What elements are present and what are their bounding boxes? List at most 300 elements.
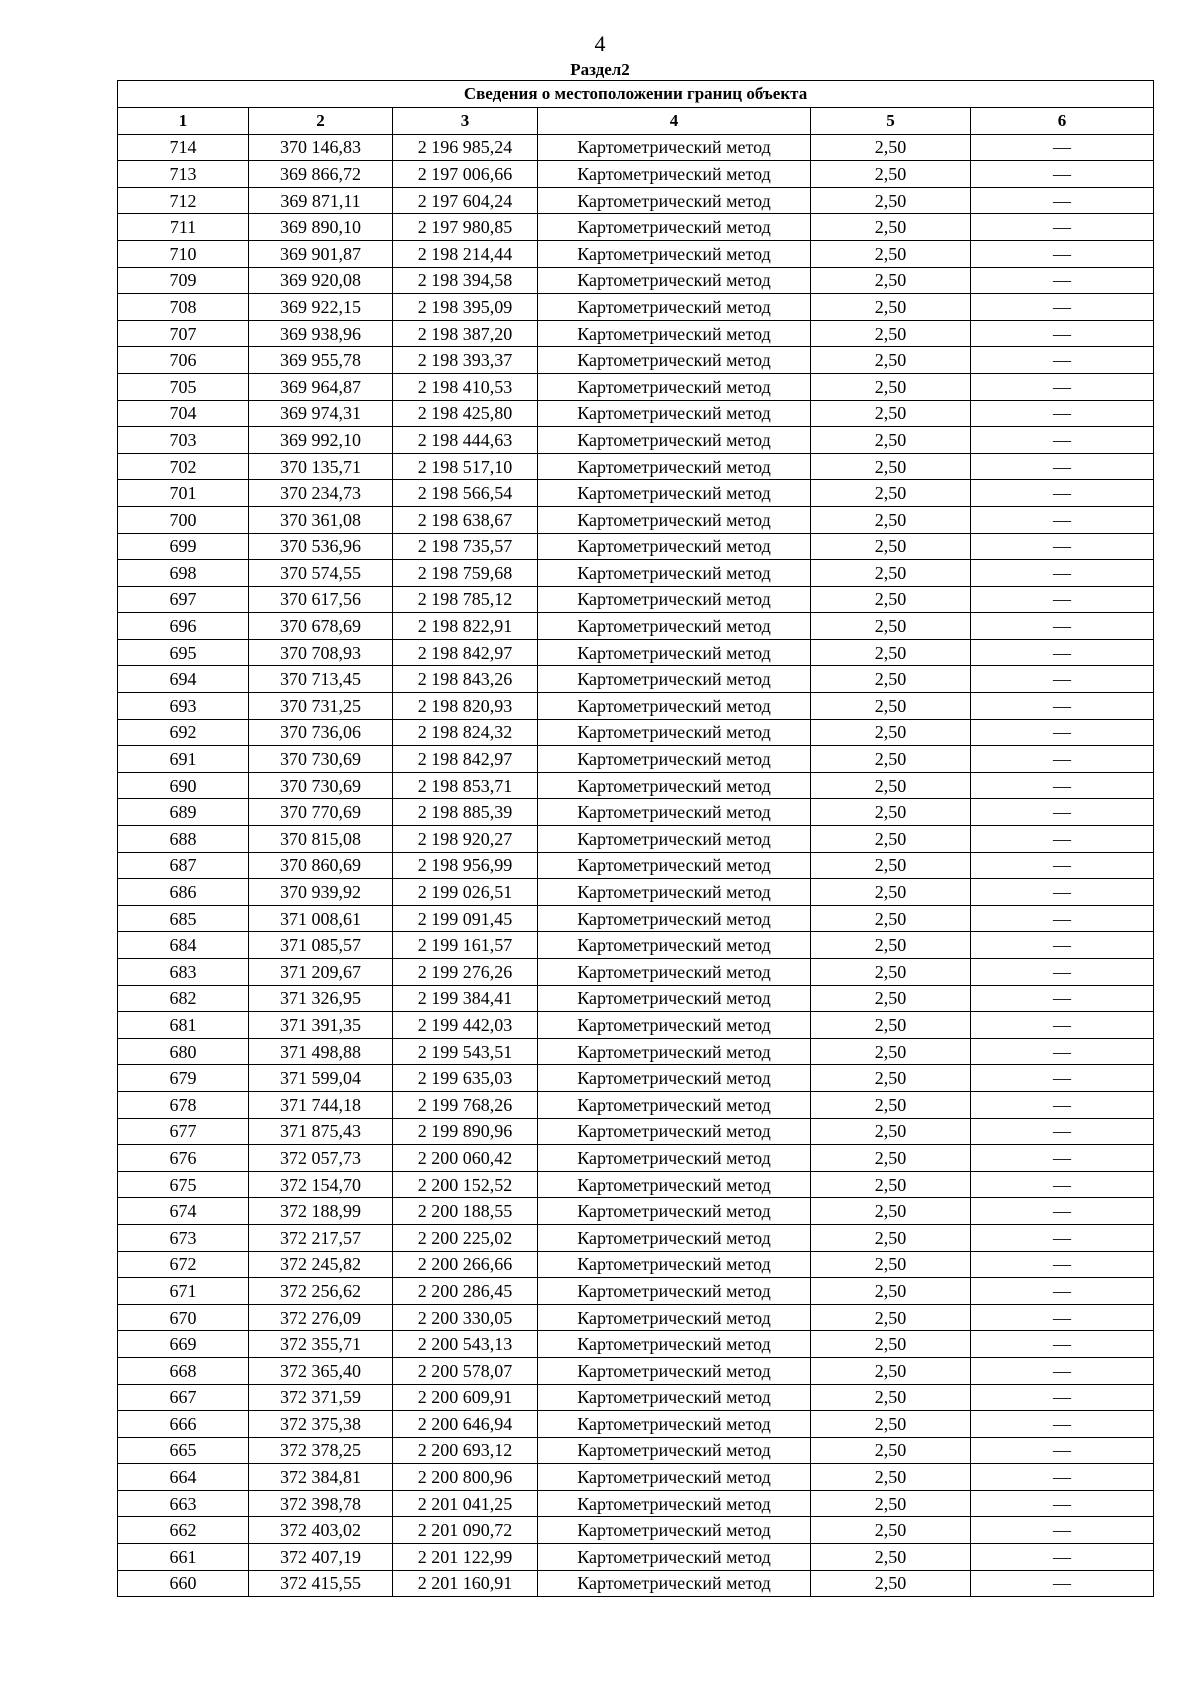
method-cell: Картометрический метод bbox=[538, 373, 811, 400]
point-number-cell: 673 bbox=[118, 1224, 249, 1251]
table-row bbox=[118, 746, 1154, 773]
accuracy-cell: 2,50 bbox=[811, 613, 971, 640]
description-cell: — bbox=[971, 826, 1154, 853]
column-header: 1 bbox=[118, 108, 249, 135]
description-cell: — bbox=[971, 1544, 1154, 1571]
point-number-cell: 661 bbox=[118, 1544, 249, 1571]
table-row bbox=[118, 1517, 1154, 1544]
description-cell: — bbox=[971, 613, 1154, 640]
description-cell: — bbox=[971, 772, 1154, 799]
table-row bbox=[118, 560, 1154, 587]
table-row bbox=[118, 506, 1154, 533]
accuracy-cell: 2,50 bbox=[811, 985, 971, 1012]
point-number-cell: 680 bbox=[118, 1038, 249, 1065]
point-number-cell: 678 bbox=[118, 1091, 249, 1118]
description-cell: — bbox=[971, 719, 1154, 746]
accuracy-cell: 2,50 bbox=[811, 453, 971, 480]
x-coordinate-cell: 370 730,69 bbox=[249, 772, 393, 799]
table-body bbox=[118, 134, 1154, 1597]
description-cell: — bbox=[971, 1224, 1154, 1251]
y-coordinate-cell: 2 197 980,85 bbox=[393, 214, 538, 241]
accuracy-cell: 2,50 bbox=[811, 1544, 971, 1571]
description-cell: — bbox=[971, 267, 1154, 294]
accuracy-cell: 2,50 bbox=[811, 772, 971, 799]
y-coordinate-cell: 2 201 090,72 bbox=[393, 1517, 538, 1544]
table-row bbox=[118, 932, 1154, 959]
x-coordinate-cell: 372 371,59 bbox=[249, 1384, 393, 1411]
description-cell: — bbox=[971, 453, 1154, 480]
table-row bbox=[118, 586, 1154, 613]
y-coordinate-cell: 2 201 122,99 bbox=[393, 1544, 538, 1571]
table-row bbox=[118, 1145, 1154, 1172]
y-coordinate-cell: 2 200 693,12 bbox=[393, 1437, 538, 1464]
point-number-cell: 707 bbox=[118, 320, 249, 347]
description-cell: — bbox=[971, 294, 1154, 321]
point-number-cell: 709 bbox=[118, 267, 249, 294]
y-coordinate-cell: 2 199 635,03 bbox=[393, 1065, 538, 1092]
table-row bbox=[118, 1251, 1154, 1278]
x-coordinate-cell: 372 384,81 bbox=[249, 1464, 393, 1491]
method-cell: Картометрический метод bbox=[538, 1251, 811, 1278]
table-row bbox=[118, 1171, 1154, 1198]
description-cell: — bbox=[971, 1198, 1154, 1225]
point-number-cell: 686 bbox=[118, 879, 249, 906]
accuracy-cell: 2,50 bbox=[811, 214, 971, 241]
description-cell: — bbox=[971, 1490, 1154, 1517]
method-cell: Картометрический метод bbox=[538, 480, 811, 507]
method-cell: Картометрический метод bbox=[538, 400, 811, 427]
table-row bbox=[118, 1224, 1154, 1251]
method-cell: Картометрический метод bbox=[538, 1304, 811, 1331]
accuracy-cell: 2,50 bbox=[811, 1570, 971, 1597]
x-coordinate-cell: 372 256,62 bbox=[249, 1278, 393, 1305]
accuracy-cell: 2,50 bbox=[811, 1304, 971, 1331]
x-coordinate-cell: 370 135,71 bbox=[249, 453, 393, 480]
x-coordinate-cell: 371 209,67 bbox=[249, 959, 393, 986]
y-coordinate-cell: 2 198 824,32 bbox=[393, 719, 538, 746]
column-header: 4 bbox=[538, 108, 811, 135]
column-header: 6 bbox=[971, 108, 1154, 135]
accuracy-cell: 2,50 bbox=[811, 1198, 971, 1225]
y-coordinate-cell: 2 198 920,27 bbox=[393, 826, 538, 853]
y-coordinate-cell: 2 198 214,44 bbox=[393, 240, 538, 267]
method-cell: Картометрический метод bbox=[538, 1118, 811, 1145]
y-coordinate-cell: 2 200 330,05 bbox=[393, 1304, 538, 1331]
method-cell: Картометрический метод bbox=[538, 1171, 811, 1198]
point-number-cell: 671 bbox=[118, 1278, 249, 1305]
table-row bbox=[118, 1065, 1154, 1092]
x-coordinate-cell: 372 378,25 bbox=[249, 1437, 393, 1464]
y-coordinate-cell: 2 199 442,03 bbox=[393, 1012, 538, 1039]
x-coordinate-cell: 372 154,70 bbox=[249, 1171, 393, 1198]
x-coordinate-cell: 370 617,56 bbox=[249, 586, 393, 613]
y-coordinate-cell: 2 198 425,80 bbox=[393, 400, 538, 427]
method-cell: Картометрический метод bbox=[538, 1357, 811, 1384]
y-coordinate-cell: 2 200 225,02 bbox=[393, 1224, 538, 1251]
point-number-cell: 687 bbox=[118, 852, 249, 879]
table-row bbox=[118, 1331, 1154, 1358]
description-cell: — bbox=[971, 320, 1154, 347]
table-row bbox=[118, 639, 1154, 666]
method-cell: Картометрический метод bbox=[538, 240, 811, 267]
description-cell: — bbox=[971, 746, 1154, 773]
table-row bbox=[118, 1570, 1154, 1597]
method-cell: Картометрический метод bbox=[538, 1384, 811, 1411]
table-caption-row bbox=[118, 81, 1154, 108]
x-coordinate-cell: 370 815,08 bbox=[249, 826, 393, 853]
accuracy-cell: 2,50 bbox=[811, 400, 971, 427]
description-cell: — bbox=[971, 1118, 1154, 1145]
point-number-cell: 684 bbox=[118, 932, 249, 959]
x-coordinate-cell: 369 871,11 bbox=[249, 187, 393, 214]
x-coordinate-cell: 370 536,96 bbox=[249, 533, 393, 560]
y-coordinate-cell: 2 199 276,26 bbox=[393, 959, 538, 986]
description-cell: — bbox=[971, 240, 1154, 267]
x-coordinate-cell: 369 992,10 bbox=[249, 427, 393, 454]
x-coordinate-cell: 370 770,69 bbox=[249, 799, 393, 826]
description-cell: — bbox=[971, 879, 1154, 906]
accuracy-cell: 2,50 bbox=[811, 799, 971, 826]
point-number-cell: 676 bbox=[118, 1145, 249, 1172]
method-cell: Картометрический метод bbox=[538, 613, 811, 640]
accuracy-cell: 2,50 bbox=[811, 1384, 971, 1411]
table-row bbox=[118, 161, 1154, 188]
accuracy-cell: 2,50 bbox=[811, 1331, 971, 1358]
point-number-cell: 682 bbox=[118, 985, 249, 1012]
table-row bbox=[118, 1278, 1154, 1305]
accuracy-cell: 2,50 bbox=[811, 347, 971, 374]
point-number-cell: 690 bbox=[118, 772, 249, 799]
table-row bbox=[118, 1012, 1154, 1039]
y-coordinate-cell: 2 198 759,68 bbox=[393, 560, 538, 587]
x-coordinate-cell: 372 188,99 bbox=[249, 1198, 393, 1225]
description-cell: — bbox=[971, 1091, 1154, 1118]
x-coordinate-cell: 369 974,31 bbox=[249, 400, 393, 427]
x-coordinate-cell: 369 866,72 bbox=[249, 161, 393, 188]
y-coordinate-cell: 2 199 768,26 bbox=[393, 1091, 538, 1118]
x-coordinate-cell: 372 407,19 bbox=[249, 1544, 393, 1571]
point-number-cell: 675 bbox=[118, 1171, 249, 1198]
y-coordinate-cell: 2 198 638,67 bbox=[393, 506, 538, 533]
y-coordinate-cell: 2 200 152,52 bbox=[393, 1171, 538, 1198]
table-caption: Сведения о местоположении границ объекта bbox=[118, 81, 1154, 108]
section-title: Раздел2 bbox=[570, 60, 630, 79]
description-cell: — bbox=[971, 905, 1154, 932]
description-cell: — bbox=[971, 1038, 1154, 1065]
x-coordinate-cell: 372 403,02 bbox=[249, 1517, 393, 1544]
y-coordinate-cell: 2 199 161,57 bbox=[393, 932, 538, 959]
point-number-cell: 714 bbox=[118, 134, 249, 161]
method-cell: Картометрический метод bbox=[538, 1464, 811, 1491]
point-number-cell: 689 bbox=[118, 799, 249, 826]
y-coordinate-cell: 2 200 286,45 bbox=[393, 1278, 538, 1305]
point-number-cell: 701 bbox=[118, 480, 249, 507]
description-cell: — bbox=[971, 427, 1154, 454]
accuracy-cell: 2,50 bbox=[811, 161, 971, 188]
description-cell: — bbox=[971, 373, 1154, 400]
point-number-cell: 674 bbox=[118, 1198, 249, 1225]
x-coordinate-cell: 370 708,93 bbox=[249, 639, 393, 666]
x-coordinate-cell: 369 955,78 bbox=[249, 347, 393, 374]
accuracy-cell: 2,50 bbox=[811, 1091, 971, 1118]
y-coordinate-cell: 2 198 842,97 bbox=[393, 639, 538, 666]
description-cell: — bbox=[971, 134, 1154, 161]
x-coordinate-cell: 372 398,78 bbox=[249, 1490, 393, 1517]
y-coordinate-cell: 2 199 026,51 bbox=[393, 879, 538, 906]
description-cell: — bbox=[971, 1357, 1154, 1384]
point-number-cell: 711 bbox=[118, 214, 249, 241]
point-number-cell: 688 bbox=[118, 826, 249, 853]
y-coordinate-cell: 2 198 517,10 bbox=[393, 453, 538, 480]
accuracy-cell: 2,50 bbox=[811, 666, 971, 693]
method-cell: Картометрический метод bbox=[538, 932, 811, 959]
accuracy-cell: 2,50 bbox=[811, 1411, 971, 1438]
point-number-cell: 668 bbox=[118, 1357, 249, 1384]
method-cell: Картометрический метод bbox=[538, 1490, 811, 1517]
method-cell: Картометрический метод bbox=[538, 1012, 811, 1039]
description-cell: — bbox=[971, 1570, 1154, 1597]
table-row bbox=[118, 826, 1154, 853]
method-cell: Картометрический метод bbox=[538, 746, 811, 773]
description-cell: — bbox=[971, 852, 1154, 879]
description-cell: — bbox=[971, 639, 1154, 666]
table-row bbox=[118, 666, 1154, 693]
description-cell: — bbox=[971, 932, 1154, 959]
table-row bbox=[118, 1544, 1154, 1571]
point-number-cell: 660 bbox=[118, 1570, 249, 1597]
table-row bbox=[118, 1357, 1154, 1384]
description-cell: — bbox=[971, 1012, 1154, 1039]
point-number-cell: 685 bbox=[118, 905, 249, 932]
method-cell: Картометрический метод bbox=[538, 134, 811, 161]
point-number-cell: 693 bbox=[118, 693, 249, 720]
point-number-cell: 669 bbox=[118, 1331, 249, 1358]
x-coordinate-cell: 371 391,35 bbox=[249, 1012, 393, 1039]
point-number-cell: 691 bbox=[118, 746, 249, 773]
table-row bbox=[118, 267, 1154, 294]
method-cell: Картометрический метод bbox=[538, 320, 811, 347]
accuracy-cell: 2,50 bbox=[811, 240, 971, 267]
method-cell: Картометрический метод bbox=[538, 879, 811, 906]
method-cell: Картометрический метод bbox=[538, 1331, 811, 1358]
description-cell: — bbox=[971, 1171, 1154, 1198]
table-header-row bbox=[118, 108, 1154, 135]
accuracy-cell: 2,50 bbox=[811, 693, 971, 720]
table-row bbox=[118, 985, 1154, 1012]
point-number-cell: 679 bbox=[118, 1065, 249, 1092]
point-number-cell: 692 bbox=[118, 719, 249, 746]
point-number-cell: 665 bbox=[118, 1437, 249, 1464]
y-coordinate-cell: 2 200 646,94 bbox=[393, 1411, 538, 1438]
method-cell: Картометрический метод bbox=[538, 1065, 811, 1092]
point-number-cell: 667 bbox=[118, 1384, 249, 1411]
accuracy-cell: 2,50 bbox=[811, 1464, 971, 1491]
description-cell: — bbox=[971, 1065, 1154, 1092]
y-coordinate-cell: 2 200 800,96 bbox=[393, 1464, 538, 1491]
method-cell: Картометрический метод bbox=[538, 1198, 811, 1225]
x-coordinate-cell: 372 217,57 bbox=[249, 1224, 393, 1251]
description-cell: — bbox=[971, 480, 1154, 507]
accuracy-cell: 2,50 bbox=[811, 427, 971, 454]
x-coordinate-cell: 370 361,08 bbox=[249, 506, 393, 533]
x-coordinate-cell: 370 234,73 bbox=[249, 480, 393, 507]
y-coordinate-cell: 2 199 543,51 bbox=[393, 1038, 538, 1065]
x-coordinate-cell: 371 599,04 bbox=[249, 1065, 393, 1092]
accuracy-cell: 2,50 bbox=[811, 879, 971, 906]
y-coordinate-cell: 2 198 956,99 bbox=[393, 852, 538, 879]
x-coordinate-cell: 369 938,96 bbox=[249, 320, 393, 347]
x-coordinate-cell: 369 890,10 bbox=[249, 214, 393, 241]
y-coordinate-cell: 2 201 041,25 bbox=[393, 1490, 538, 1517]
description-cell: — bbox=[971, 586, 1154, 613]
table-row bbox=[118, 1038, 1154, 1065]
method-cell: Картометрический метод bbox=[538, 959, 811, 986]
description-cell: — bbox=[971, 560, 1154, 587]
point-number-cell: 666 bbox=[118, 1411, 249, 1438]
y-coordinate-cell: 2 199 890,96 bbox=[393, 1118, 538, 1145]
description-cell: — bbox=[971, 1517, 1154, 1544]
method-cell: Картометрический метод bbox=[538, 161, 811, 188]
point-number-cell: 681 bbox=[118, 1012, 249, 1039]
accuracy-cell: 2,50 bbox=[811, 294, 971, 321]
table-row bbox=[118, 905, 1154, 932]
x-coordinate-cell: 369 901,87 bbox=[249, 240, 393, 267]
description-cell: — bbox=[971, 693, 1154, 720]
description-cell: — bbox=[971, 1384, 1154, 1411]
y-coordinate-cell: 2 198 843,26 bbox=[393, 666, 538, 693]
x-coordinate-cell: 371 498,88 bbox=[249, 1038, 393, 1065]
y-coordinate-cell: 2 198 735,57 bbox=[393, 533, 538, 560]
accuracy-cell: 2,50 bbox=[811, 1065, 971, 1092]
y-coordinate-cell: 2 200 543,13 bbox=[393, 1331, 538, 1358]
x-coordinate-cell: 370 736,06 bbox=[249, 719, 393, 746]
method-cell: Картометрический метод bbox=[538, 1570, 811, 1597]
x-coordinate-cell: 370 939,92 bbox=[249, 879, 393, 906]
table-row bbox=[118, 852, 1154, 879]
x-coordinate-cell: 370 860,69 bbox=[249, 852, 393, 879]
y-coordinate-cell: 2 198 387,20 bbox=[393, 320, 538, 347]
description-cell: — bbox=[971, 1437, 1154, 1464]
point-number-cell: 677 bbox=[118, 1118, 249, 1145]
accuracy-cell: 2,50 bbox=[811, 373, 971, 400]
x-coordinate-cell: 371 008,61 bbox=[249, 905, 393, 932]
table-row bbox=[118, 693, 1154, 720]
accuracy-cell: 2,50 bbox=[811, 134, 971, 161]
method-cell: Картометрический метод bbox=[538, 347, 811, 374]
point-number-cell: 710 bbox=[118, 240, 249, 267]
method-cell: Картометрический метод bbox=[538, 533, 811, 560]
point-number-cell: 670 bbox=[118, 1304, 249, 1331]
description-cell: — bbox=[971, 506, 1154, 533]
y-coordinate-cell: 2 198 853,71 bbox=[393, 772, 538, 799]
table-row bbox=[118, 187, 1154, 214]
y-coordinate-cell: 2 198 444,63 bbox=[393, 427, 538, 454]
x-coordinate-cell: 369 920,08 bbox=[249, 267, 393, 294]
y-coordinate-cell: 2 200 188,55 bbox=[393, 1198, 538, 1225]
x-coordinate-cell: 370 730,69 bbox=[249, 746, 393, 773]
accuracy-cell: 2,50 bbox=[811, 826, 971, 853]
table-row bbox=[118, 879, 1154, 906]
x-coordinate-cell: 372 375,38 bbox=[249, 1411, 393, 1438]
x-coordinate-cell: 369 922,15 bbox=[249, 294, 393, 321]
accuracy-cell: 2,50 bbox=[811, 1437, 971, 1464]
description-cell: — bbox=[971, 1411, 1154, 1438]
y-coordinate-cell: 2 199 091,45 bbox=[393, 905, 538, 932]
accuracy-cell: 2,50 bbox=[811, 1490, 971, 1517]
point-number-cell: 705 bbox=[118, 373, 249, 400]
method-cell: Картометрический метод bbox=[538, 294, 811, 321]
point-number-cell: 694 bbox=[118, 666, 249, 693]
table-row bbox=[118, 1091, 1154, 1118]
x-coordinate-cell: 372 245,82 bbox=[249, 1251, 393, 1278]
table-row bbox=[118, 1304, 1154, 1331]
table-row bbox=[118, 294, 1154, 321]
point-number-cell: 695 bbox=[118, 639, 249, 666]
x-coordinate-cell: 371 875,43 bbox=[249, 1118, 393, 1145]
point-number-cell: 708 bbox=[118, 294, 249, 321]
x-coordinate-cell: 370 713,45 bbox=[249, 666, 393, 693]
accuracy-cell: 2,50 bbox=[811, 905, 971, 932]
method-cell: Картометрический метод bbox=[538, 214, 811, 241]
method-cell: Картометрический метод bbox=[538, 826, 811, 853]
accuracy-cell: 2,50 bbox=[811, 1038, 971, 1065]
y-coordinate-cell: 2 197 006,66 bbox=[393, 161, 538, 188]
method-cell: Картометрический метод bbox=[538, 187, 811, 214]
table-row bbox=[118, 400, 1154, 427]
method-cell: Картометрический метод bbox=[538, 852, 811, 879]
accuracy-cell: 2,50 bbox=[811, 267, 971, 294]
y-coordinate-cell: 2 197 604,24 bbox=[393, 187, 538, 214]
x-coordinate-cell: 371 744,18 bbox=[249, 1091, 393, 1118]
method-cell: Картометрический метод bbox=[538, 1278, 811, 1305]
y-coordinate-cell: 2 198 885,39 bbox=[393, 799, 538, 826]
method-cell: Картометрический метод bbox=[538, 1224, 811, 1251]
point-number-cell: 697 bbox=[118, 586, 249, 613]
description-cell: — bbox=[971, 799, 1154, 826]
description-cell: — bbox=[971, 1278, 1154, 1305]
point-number-cell: 698 bbox=[118, 560, 249, 587]
point-number-cell: 663 bbox=[118, 1490, 249, 1517]
description-cell: — bbox=[971, 1331, 1154, 1358]
method-cell: Картометрический метод bbox=[538, 1411, 811, 1438]
y-coordinate-cell: 2 199 384,41 bbox=[393, 985, 538, 1012]
table-row bbox=[118, 613, 1154, 640]
boundary-table bbox=[117, 80, 1154, 1597]
y-coordinate-cell: 2 198 394,58 bbox=[393, 267, 538, 294]
method-cell: Картометрический метод bbox=[538, 1544, 811, 1571]
accuracy-cell: 2,50 bbox=[811, 480, 971, 507]
description-cell: — bbox=[971, 214, 1154, 241]
accuracy-cell: 2,50 bbox=[811, 1278, 971, 1305]
y-coordinate-cell: 2 198 395,09 bbox=[393, 294, 538, 321]
method-cell: Картометрический метод bbox=[538, 427, 811, 454]
x-coordinate-cell: 370 678,69 bbox=[249, 613, 393, 640]
accuracy-cell: 2,50 bbox=[811, 1357, 971, 1384]
x-coordinate-cell: 372 355,71 bbox=[249, 1331, 393, 1358]
method-cell: Картометрический метод bbox=[538, 639, 811, 666]
table-row bbox=[118, 772, 1154, 799]
y-coordinate-cell: 2 198 820,93 bbox=[393, 693, 538, 720]
table-row bbox=[118, 799, 1154, 826]
point-number-cell: 706 bbox=[118, 347, 249, 374]
y-coordinate-cell: 2 201 160,91 bbox=[393, 1570, 538, 1597]
y-coordinate-cell: 2 198 842,97 bbox=[393, 746, 538, 773]
x-coordinate-cell: 372 415,55 bbox=[249, 1570, 393, 1597]
method-cell: Картометрический метод bbox=[538, 560, 811, 587]
accuracy-cell: 2,50 bbox=[811, 1517, 971, 1544]
description-cell: — bbox=[971, 347, 1154, 374]
table-row bbox=[118, 959, 1154, 986]
